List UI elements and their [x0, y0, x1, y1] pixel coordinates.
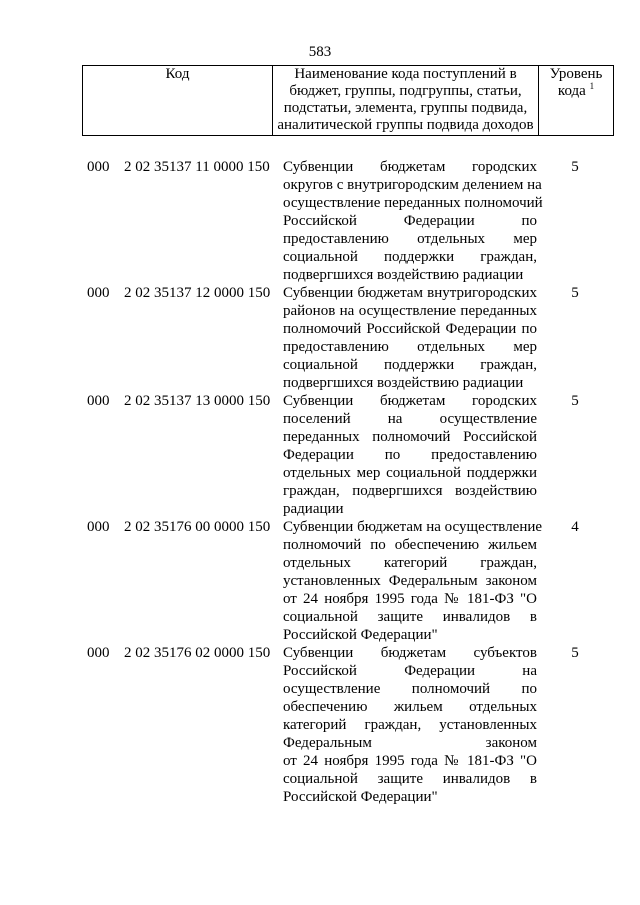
table-header: [82, 65, 614, 136]
row-description-line: Субвенции бюджетам внутригородских: [283, 285, 537, 301]
header-name-line: Наименование кода поступлений в: [294, 66, 517, 82]
row-level: 4: [571, 519, 579, 535]
table-row: [0, 518, 640, 644]
row-description: [283, 644, 537, 806]
row-description-line: подвергшихся воздействию радиации: [283, 375, 524, 391]
header-name: [273, 66, 538, 134]
row-description-line: переданных полномочий Российской: [283, 429, 537, 445]
row-description-line: установленных Федеральным законом: [283, 573, 537, 589]
table-row: [0, 392, 640, 518]
row-description-line: Российской Федерации на: [283, 663, 537, 679]
header-level-line: Уровень: [549, 66, 603, 82]
row-budget-code: 2 02 35176 02 0000 150: [124, 645, 271, 661]
header-level-line: [539, 83, 613, 100]
row-code-prefix: 000: [87, 159, 110, 175]
row-level: 5: [571, 285, 579, 301]
row-description-line: Федерации по предоставлению: [283, 447, 537, 463]
row-description-line: осуществление полномочий по: [283, 681, 537, 697]
header-level: [539, 66, 613, 100]
row-description-line: поселений на осуществление: [283, 411, 537, 427]
row-description-line: граждан, подвергшихся воздействию: [283, 483, 537, 499]
header-bottom-border: [82, 135, 614, 136]
header-name-line: аналитической группы подвида доходов: [277, 117, 534, 133]
row-description-line: обеспечению жильем отдельных: [283, 699, 537, 715]
row-code-prefix: 000: [87, 519, 110, 535]
header-right-border: [613, 65, 614, 136]
table-row: [0, 158, 640, 284]
row-description-line: социальной защите инвалидов в: [283, 771, 537, 787]
row-code-prefix: 000: [87, 645, 110, 661]
row-description-line: Субвенции бюджетам на осуществление: [283, 519, 543, 535]
table-row: [0, 644, 640, 806]
row-description: [283, 518, 543, 644]
row-description-line: подвергшихся воздействию радиации: [283, 267, 524, 283]
row-description-line: полномочий Российской Федерации по: [283, 321, 537, 337]
row-description-line: районов на осуществление переданных: [283, 303, 537, 319]
row-description-line: социальной защите инвалидов в: [283, 609, 537, 625]
row-level: 5: [571, 645, 579, 661]
page-number: 583: [308, 44, 332, 60]
row-description-line: социальной поддержки граждан,: [283, 249, 537, 265]
table-row: [0, 284, 640, 392]
row-description: [283, 392, 537, 518]
row-budget-code: 2 02 35137 12 0000 150: [124, 285, 271, 301]
row-description-line: осуществление переданных полномочий: [283, 195, 543, 211]
row-code-prefix: 000: [87, 285, 110, 301]
row-description-line: предоставлению отдельных мер: [283, 231, 537, 247]
header-code: Код: [165, 66, 190, 82]
row-description-line: предоставлению отдельных мер: [283, 339, 537, 355]
row-budget-code: 2 02 35137 11 0000 150: [124, 159, 270, 175]
row-description-line: категорий граждан, установленных: [283, 717, 537, 733]
row-description-line: Субвенции бюджетам городских: [283, 393, 537, 409]
row-description-line: Субвенции бюджетам субъектов: [283, 645, 537, 661]
row-level: 5: [571, 393, 579, 409]
row-description-line: Российской Федерации по: [283, 213, 537, 229]
footnote-marker: 1: [589, 81, 595, 91]
row-budget-code: 2 02 35137 13 0000 150: [124, 393, 271, 409]
row-description-line: социальной поддержки граждан,: [283, 357, 537, 373]
header-level-label: кода: [557, 83, 586, 99]
row-description-line: округов с внутригородским делением на: [283, 177, 542, 193]
row-description-line: отдельных категорий граждан,: [283, 555, 537, 571]
row-description-line: Российской Федерации": [283, 789, 438, 805]
row-description-line: радиации: [283, 501, 344, 517]
row-description-line: Российской Федерации": [283, 627, 438, 643]
row-description-line: от 24 ноября 1995 года № 181-ФЗ "О: [283, 753, 537, 769]
row-description-line: полномочий по обеспечению жильем: [283, 537, 537, 553]
row-description-line: от 24 ноября 1995 года № 181-ФЗ "О: [283, 591, 537, 607]
row-description-line: Субвенции бюджетам городских: [283, 159, 537, 175]
row-code-prefix: 000: [87, 393, 110, 409]
row-description: [283, 284, 537, 392]
header-name-line: подстатьи, элемента, группы подвида,: [283, 100, 528, 116]
row-level: 5: [571, 159, 579, 175]
row-description: [283, 158, 543, 284]
row-description-line: Федеральным законом: [283, 735, 537, 751]
row-budget-code: 2 02 35176 00 0000 150: [124, 519, 271, 535]
header-name-line: бюджет, группы, подгруппы, статьи,: [289, 83, 522, 99]
row-description-line: отдельных мер социальной поддержки: [283, 465, 537, 481]
table-body: [0, 158, 640, 806]
